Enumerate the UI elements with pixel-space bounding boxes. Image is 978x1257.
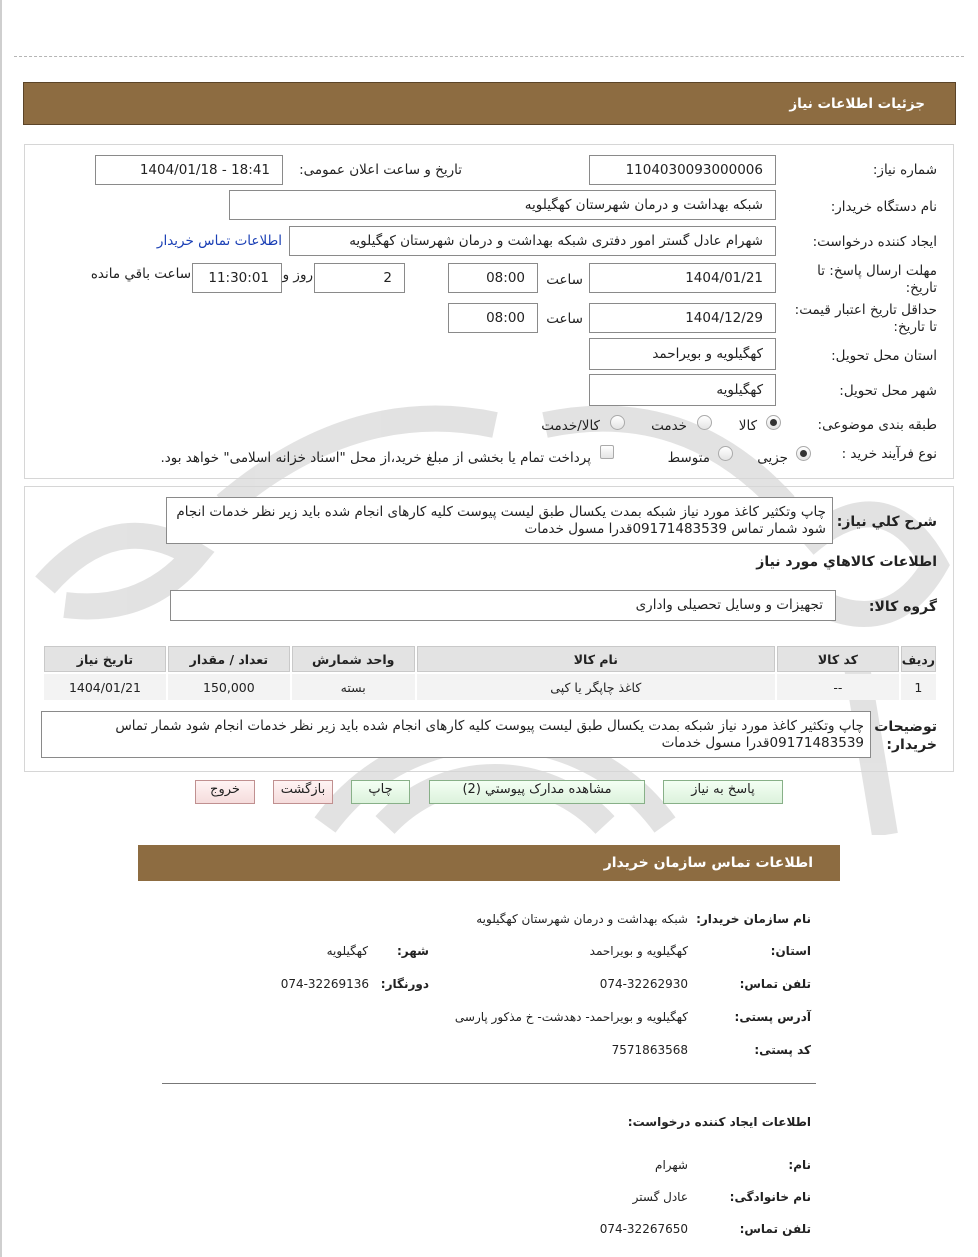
creator-label: ایجاد کننده درخواست: — [812, 234, 937, 250]
category-option-goods-service: کالا/خدمت — [541, 418, 600, 434]
buyer-org-field: شبکه بهداشت و درمان شهرستان کهگیلویه — [229, 190, 776, 220]
day-and-label: روز و — [282, 267, 313, 283]
back-button[interactable]: بازگشت — [273, 780, 333, 804]
contact-title: اطلاعات تماس سازمان خریدار — [603, 855, 813, 871]
buyer-contact-link[interactable]: اطلاعات تماس خریدار — [156, 233, 282, 249]
contact-fax-value: 074-32269136 — [280, 977, 369, 991]
purchase-option-minor: جزیی — [757, 450, 788, 466]
exit-button[interactable]: خروج — [195, 780, 255, 804]
top-dashed-divider — [14, 56, 964, 57]
page-header — [23, 82, 956, 125]
creator-phone-label: تلفن تماس: — [739, 1222, 811, 1236]
page-title: جزئیات اطلاعات نیاز — [789, 96, 925, 112]
remaining-label: ساعت باقي مانده — [90, 266, 191, 282]
buyer-notes-field: چاپ وتکثیر کاغذ مورد نیاز شبکه بمدت یکسال طبق لیست پیوست کلیه کارهای انجام شده باید زیر نظر خدمات انجام شود شمار تماس 09171483539قدرا مسول خدمات — [41, 711, 871, 758]
validity-label-2: تا تاریخ: — [893, 319, 937, 335]
province-label: استان محل تحویل: — [831, 348, 937, 364]
contact-address-label: آدرس پستی: — [734, 1010, 811, 1024]
creator-phone-value: 074-32267650 — [599, 1222, 688, 1236]
creator-family-value: عادل گستر — [632, 1190, 688, 1204]
contact-fax-label: دورنگار: — [380, 977, 429, 991]
cell-name: کاغذ چاپگر یا کپی — [550, 679, 642, 695]
contact-postal-label: کد پستی: — [754, 1043, 811, 1057]
category-label: طبقه بندی موضوعی: — [817, 417, 937, 433]
announce-label: تاریخ و ساعت اعلان عمومی: — [299, 162, 462, 178]
deadline-hour-label: ساعت — [546, 272, 583, 288]
contact-address-value: کهگیلویه و بویراحمد- دهدشت- خ مذکور پارسی — [454, 1010, 688, 1024]
contact-postal-value: 7571863568 — [611, 1043, 688, 1057]
category-radio-service[interactable] — [697, 415, 712, 430]
purchase-radio-minor[interactable] — [796, 446, 811, 461]
creator-family-label: نام خانوادگی: — [729, 1190, 811, 1204]
table-header-row — [44, 646, 936, 672]
col-code: کد کالا — [777, 646, 899, 672]
validity-hour-label: ساعت — [546, 311, 583, 327]
category-option-goods: کالا — [738, 418, 757, 434]
creator-name-label: نام: — [788, 1158, 811, 1172]
cell-row: 1 — [914, 679, 923, 695]
time-left-field: 11:30:01 — [192, 263, 282, 293]
goods-group-field: تجهیزات و وسایل تحصیلی واداری — [170, 590, 836, 621]
treasury-note: پرداخت تمام یا بخشی از مبلغ خرید،از محل "اسناد خزانه اسلامی" خواهد بود. — [160, 450, 591, 466]
purchase-type-label: نوع فرآیند خرید : — [841, 446, 937, 462]
category-option-service: خدمت — [651, 418, 687, 434]
table-row — [44, 674, 936, 700]
cell-date: 1404/01/21 — [68, 679, 141, 695]
contact-city-value: کهگیلویه — [326, 944, 368, 958]
purchase-radio-medium[interactable] — [718, 446, 733, 461]
contact-org-value: شبکه بهداشت و درمان شهرستان کهگیلویه — [476, 912, 688, 926]
category-radio-goods[interactable] — [766, 415, 781, 430]
col-qty: تعداد / مقدار — [168, 646, 290, 672]
contact-province-value: کهگیلویه و بویراحمد — [589, 944, 688, 958]
col-name: نام کالا — [417, 646, 775, 672]
category-radio-goods-service[interactable] — [610, 415, 625, 430]
cell-unit: بسته — [340, 679, 366, 695]
cell-code: -- — [833, 679, 843, 695]
deadline-label-2: تاریخ: — [905, 280, 937, 296]
city-field: کهگیلویه — [589, 374, 776, 406]
province-field: کهگیلویه و بویراحمد — [589, 338, 776, 370]
contact-divider — [162, 1083, 816, 1084]
treasury-checkbox[interactable] — [600, 445, 614, 459]
buyer-notes-label: توضیحات — [874, 719, 937, 735]
contact-header — [138, 845, 840, 881]
validity-time-field: 08:00 — [448, 303, 538, 333]
contact-city-label: شهر: — [397, 944, 429, 958]
need-number-field: 1104030093000006 — [589, 155, 776, 185]
contact-org-label: نام سازمان خریدار: — [696, 912, 811, 926]
print-button[interactable]: چاپ — [351, 780, 410, 804]
announce-datetime-field: 1404/01/18 - 18:41 — [95, 155, 283, 185]
left-edge-line — [0, 0, 2, 1257]
col-date: تاریخ نیاز — [44, 646, 166, 672]
contact-phone-value: 074-32262930 — [599, 977, 688, 991]
description-field: چاپ وتکثیر کاغذ مورد نیاز شبکه بمدت یکسال طبق لیست پیوست کلیه کارهای انجام شده باید زیر نظر خدمات انجام شود شمار تماس 09171483539قدرا مسول خدمات — [166, 497, 833, 544]
deadline-time-field: 08:00 — [448, 263, 538, 293]
validity-date-field: 1404/12/29 — [589, 303, 776, 333]
description-label: شرح کلي نياز: — [836, 514, 937, 530]
deadline-date-field: 1404/01/21 — [589, 263, 776, 293]
creator-info-title: اطلاعات ایجاد کننده درخواست: — [627, 1115, 811, 1129]
buyer-org-label: نام دستگاه خریدار: — [830, 199, 937, 215]
contact-phone-label: تلفن تماس: — [739, 977, 811, 991]
validity-label: حداقل تاریخ اعتبار قیمت: — [794, 302, 937, 318]
contact-province-label: استان: — [770, 944, 811, 958]
goods-info-heading: اطلاعات کالاهاي مورد نياز — [756, 554, 937, 570]
buyer-notes-label-2: خریدار: — [886, 737, 937, 753]
col-row: ردیف — [901, 646, 936, 672]
days-left-field: 2 — [314, 263, 405, 293]
city-label: شهر محل تحویل: — [839, 383, 937, 399]
deadline-label: مهلت ارسال پاسخ: تا — [817, 263, 937, 279]
goods-group-label: گروه کالا: — [868, 599, 937, 615]
creator-field: شهرام عادل گستر امور دفتری شبکه بهداشت و درمان شهرستان کهگیلویه — [289, 226, 776, 256]
cell-qty: 150,000 — [203, 679, 255, 695]
creator-name-value: شهرام — [655, 1158, 688, 1172]
need-number-label: شماره نیاز: — [872, 162, 937, 178]
col-unit: واحد شمارش — [292, 646, 415, 672]
reply-button[interactable]: پاسخ به نیاز — [663, 780, 783, 804]
purchase-option-medium: متوسط — [667, 450, 710, 466]
goods-table — [42, 644, 938, 702]
view-attachments-button[interactable]: مشاهده مدارک پیوستي (2) — [429, 780, 645, 804]
